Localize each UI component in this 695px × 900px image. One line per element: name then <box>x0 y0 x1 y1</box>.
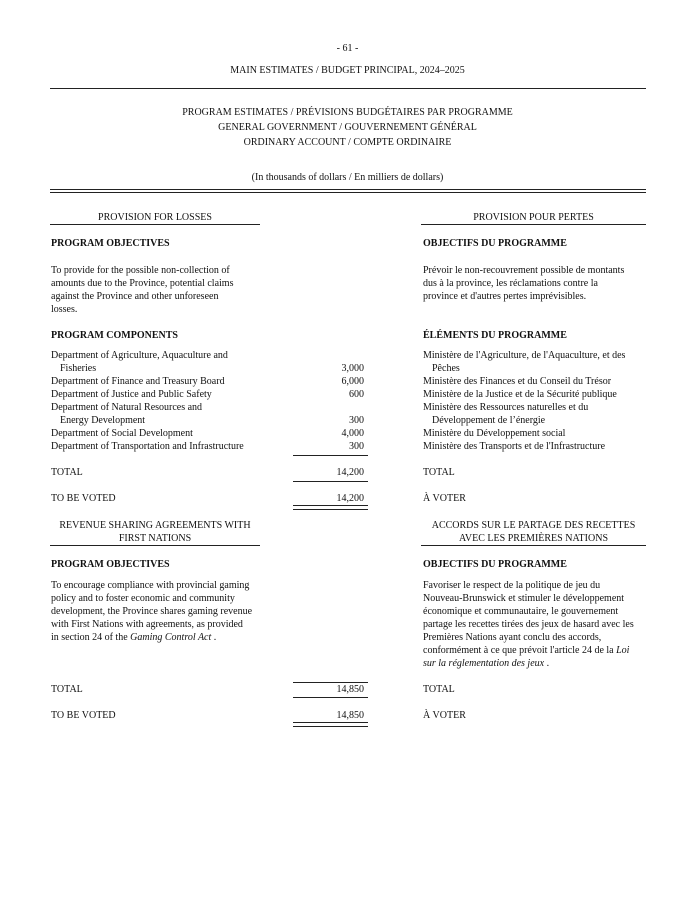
page-number: - 61 - <box>336 43 359 54</box>
component-value: 4,000 <box>341 428 364 439</box>
section2-total-label-fr: TOTAL <box>423 684 455 695</box>
component-value: 3,000 <box>341 363 364 374</box>
total-rule <box>293 481 368 482</box>
section2-total-top-rule <box>293 682 368 683</box>
section1-total-label-en: TOTAL <box>51 467 83 478</box>
component-row-fr: Ministère de l'Agriculture, de l'Aquaculture, et des Pêches <box>423 350 626 374</box>
component-row: Department of Agriculture, Aquaculture and Fisheries <box>51 350 228 374</box>
header-line-2: GENERAL GOVERNMENT / GOUVERNEMENT GÉNÉRAL <box>218 122 477 133</box>
section1-objectives-text-fr: Prévoir le non-recouvrement possible de montants dus à la province, les réclamations contre la province et d'autres pertes imprévisibles. <box>423 265 625 302</box>
section2-total-label-en: TOTAL <box>51 684 83 695</box>
component-row-fr: Ministère de la Justice et de la Sécurité publique <box>423 389 617 400</box>
section1-components-heading-en: PROGRAM COMPONENTS <box>51 330 178 341</box>
section1-title-en: PROVISION FOR LOSSES <box>98 212 212 223</box>
section2-title-en-rule <box>50 545 260 546</box>
section2-objectives-text-fr: Favoriser le respect de la politique de jeu du Nouveau-Brunswick et stimuler le développement économique et communautaire, le gouvernement partage les recettes tirées des jeux de hasard avec les Premières Nations ayant conclu des accords, conformément à ce que prévoit l'article 24 de la Loi sur la réglementation des jeux . <box>423 580 634 669</box>
voted-double-rule <box>293 505 368 510</box>
component-row-fr: Ministère des Transports et de l'Infrastructure <box>423 441 606 452</box>
section1-objectives-heading-en: PROGRAM OBJECTIVES <box>51 238 170 249</box>
section2-objectives-heading-en: PROGRAM OBJECTIVES <box>51 559 170 570</box>
component-value: 600 <box>349 389 364 400</box>
section1-objectives-text-en: To provide for the possible non-collection of amounts due to the Province, potential claims against the Province and other unforeseen losses. <box>51 265 234 315</box>
component-value: 300 <box>349 415 364 426</box>
section2-objectives-heading-fr: OBJECTIFS DU PROGRAMME <box>423 559 567 570</box>
subtotal-rule <box>293 455 368 456</box>
component-row-fr: Ministère des Ressources naturelles et du Développement de l’énergie <box>423 402 589 426</box>
header-rule <box>50 88 646 89</box>
section2-title-en: REVENUE SHARING AGREEMENTS WITH FIRST NATIONS <box>59 520 251 544</box>
component-row: Department of Finance and Treasury Board <box>51 376 225 387</box>
section2-title-fr: ACCORDS SUR LE PARTAGE DES RECETTES AVEC LES PREMIÈRES NATIONS <box>431 520 636 544</box>
section1-title-en-rule <box>50 224 260 225</box>
component-row: Department of Justice and Public Safety <box>51 389 212 400</box>
component-value: 6,000 <box>341 376 364 387</box>
header-line-1: PROGRAM ESTIMATES / PRÉVISIONS BUDGÉTAIRES PAR PROGRAMME <box>182 107 513 118</box>
units-rule-top <box>50 189 646 190</box>
section2-objectives-text-en: To encourage compliance with provincial gaming policy and to foster economic and community development, the Province shares gaming revenue with First Nations with agreements, as provided in section 24 of the Gaming Control Act . <box>51 580 253 643</box>
section1-voted-value: 14,200 <box>336 493 364 504</box>
section2-title-fr-rule <box>421 545 646 546</box>
section1-total-label-fr: TOTAL <box>423 467 455 478</box>
section1-voted-label-fr: À VOTER <box>423 493 466 504</box>
section2-voted-label-fr: À VOTER <box>423 710 466 721</box>
component-row: Department of Natural Resources and Energy Development <box>51 402 203 426</box>
section1-title-fr-rule <box>421 224 646 225</box>
header-line-3: ORDINARY ACCOUNT / COMPTE ORDINAIRE <box>243 137 452 148</box>
section1-voted-label-en: TO BE VOTED <box>51 493 116 504</box>
component-row: Department of Transportation and Infrastructure <box>51 441 244 452</box>
component-row-fr: Ministère des Finances et du Conseil du Trésor <box>423 376 612 387</box>
section1-components-heading-fr: ÉLÉMENTS DU PROGRAMME <box>423 330 567 341</box>
component-value: 300 <box>349 441 364 452</box>
component-row: Department of Social Development <box>51 428 193 439</box>
section1-objectives-heading-fr: OBJECTIFS DU PROGRAMME <box>423 238 567 249</box>
section2-voted-double-rule <box>293 722 368 727</box>
document-title: MAIN ESTIMATES / BUDGET PRINCIPAL, 2024–2025 <box>230 65 465 76</box>
section2-voted-label-en: TO BE VOTED <box>51 710 116 721</box>
section1-total-value: 14,200 <box>336 467 364 478</box>
section2-total-value: 14,850 <box>336 684 364 695</box>
units-rule-bottom <box>50 192 646 193</box>
section2-total-rule <box>293 697 368 698</box>
component-row-fr: Ministère du Développement social <box>423 428 566 439</box>
section1-title-fr: PROVISION POUR PERTES <box>473 212 594 223</box>
section2-voted-value: 14,850 <box>336 710 364 721</box>
units-note: (In thousands of dollars / En milliers de dollars) <box>251 172 444 183</box>
